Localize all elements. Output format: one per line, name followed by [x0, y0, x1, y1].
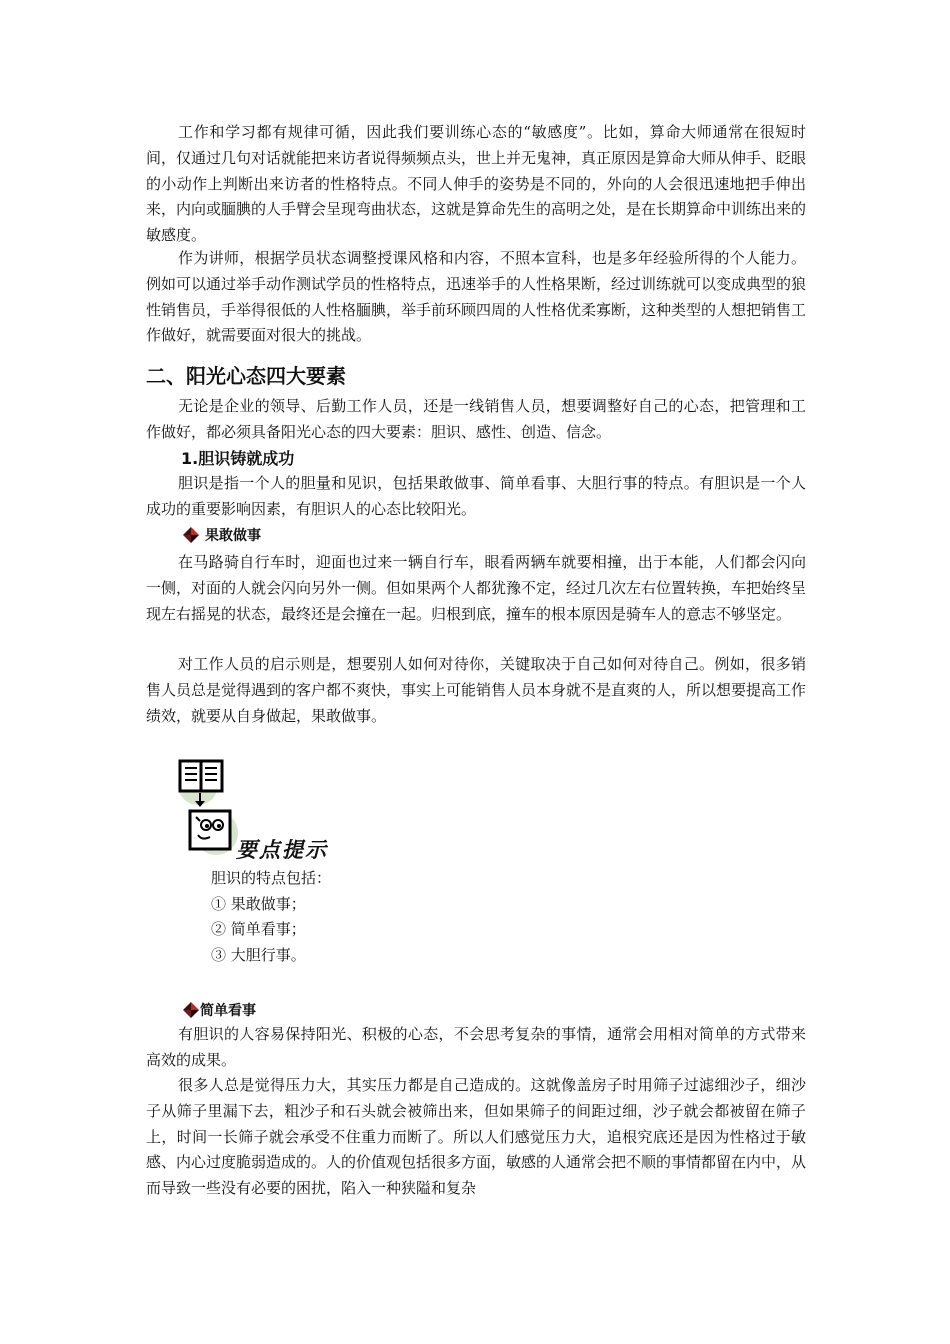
section-heading: 二、阳光心态四大要素 [146, 364, 346, 388]
paragraph: 很多人总是觉得压力大，其实压力都是自己造成的。这就像盖房子时用筛子过滤细沙子，细沙子从筛子里漏下去，粗沙子和石头就会被筛出来，但如果筛子的间距过细，沙子就会都被留在筛子上，时间一长筛子就会承受不住重力而断了。所以人们感觉压力大，追根究底还是因为性格过于敏感、内心过度脆弱造成的。人的价值观包括很多方面，敏感的人通常会把不顺的事情都留在内中，从而导致一些没有必要的困扰，陷入一种狭隘和复杂 [146, 1076, 807, 1198]
bullet-title: 果敢做事 [205, 528, 261, 544]
book-icon [178, 761, 222, 807]
tip-item: ③ 大胆行事。 [211, 945, 306, 964]
paragraph: 有胆识的人容易保持阳光、积极的心态，不会思考复杂的事情，通常会用相对简单的方式带来高效的成果。 [146, 1025, 806, 1069]
bullet-heading [183, 525, 261, 545]
tip-title: 要点提示 [236, 837, 328, 862]
tip-intro: 胆识的特点包括： [211, 869, 332, 887]
subsection-heading: 1.胆识铸就成功 [181, 449, 295, 468]
paragraph: 在马路骑自行车时，迎面也过来一辆自行车，眼看两辆车就要相撞，出于本能，人们都会闪向一侧，对面的人就会闪向另外一侧。但如果两个人都犹豫不定，经过几次左右位置转换，车把始终呈现左右摇晃的状态，最终还是会撞在一起。归根到底，撞车的根本原因是骑车人的意志不够坚定。 [146, 553, 807, 623]
lightbulb-person-icon [190, 811, 238, 855]
tip-item: ② 简单看事； [211, 920, 306, 938]
diamond-bullet-icon [183, 1002, 199, 1018]
bullet-heading [183, 1000, 256, 1020]
tip-list [211, 866, 331, 968]
paragraph: 对工作人员的启示则是，想要别人如何对待你，关键取决于自己如何对待自己。例如，很多销售人员总是觉得遇到的客户都不爽快，事实上可能销售人员本身就不是直爽的人，所以想要提高工作绩效，就要从自身做起，果敢做事。 [146, 655, 807, 725]
paragraph: 无论是企业的领导、后勤工作人员，还是一线销售人员，想要调整好自己的心态，把管理和工作做好，都必须具备阳光心态的四大要素：胆识、感性、创造、信念。 [146, 397, 806, 441]
diamond-bullet-icon [183, 527, 199, 543]
paragraph: 作为讲师，根据学员状态调整授课风格和内容，不照本宣科，也是多年经验所得的个人能力。例如可以通过举手动作测试学员的性格特点，迅速举手的人性格果断，经过训练就可以变成典型的狼性销售员，手举得很低的人性格腼腆，举手前环顾四周的人性格优柔寡断，这种类型的人想把销售工作做好，就需要面对很大的挑战。 [146, 249, 807, 345]
bullet-title: 简单看事 [200, 1003, 256, 1019]
tip-item: ① 果敢做事； [211, 894, 306, 913]
paragraph: 胆识是指一个人的胆量和见识，包括果敢做事、简单看事、大胆行事的特点。有胆识是一个人成功的重要影响因素，有胆识人的心态比较阳光。 [146, 474, 806, 518]
paragraph: 工作和学习都有规律可循，因此我们要训练心态的“敏感度”。比如，算命大师通常在很短时间，仅通过几句对话就能把来访者说得频频点头，世上并无鬼神，真正原因是算命大师从伸手、眨眼的小动作上判断出来访者的性格特点。不同人伸手的姿势是不同的，外向的人会很迅速地把手伸出来，内向或腼腆的人手臂会呈现弯曲状态，这就是算命先生的高明之处，是在长期算命中训练出来的敏感度。 [146, 123, 807, 245]
